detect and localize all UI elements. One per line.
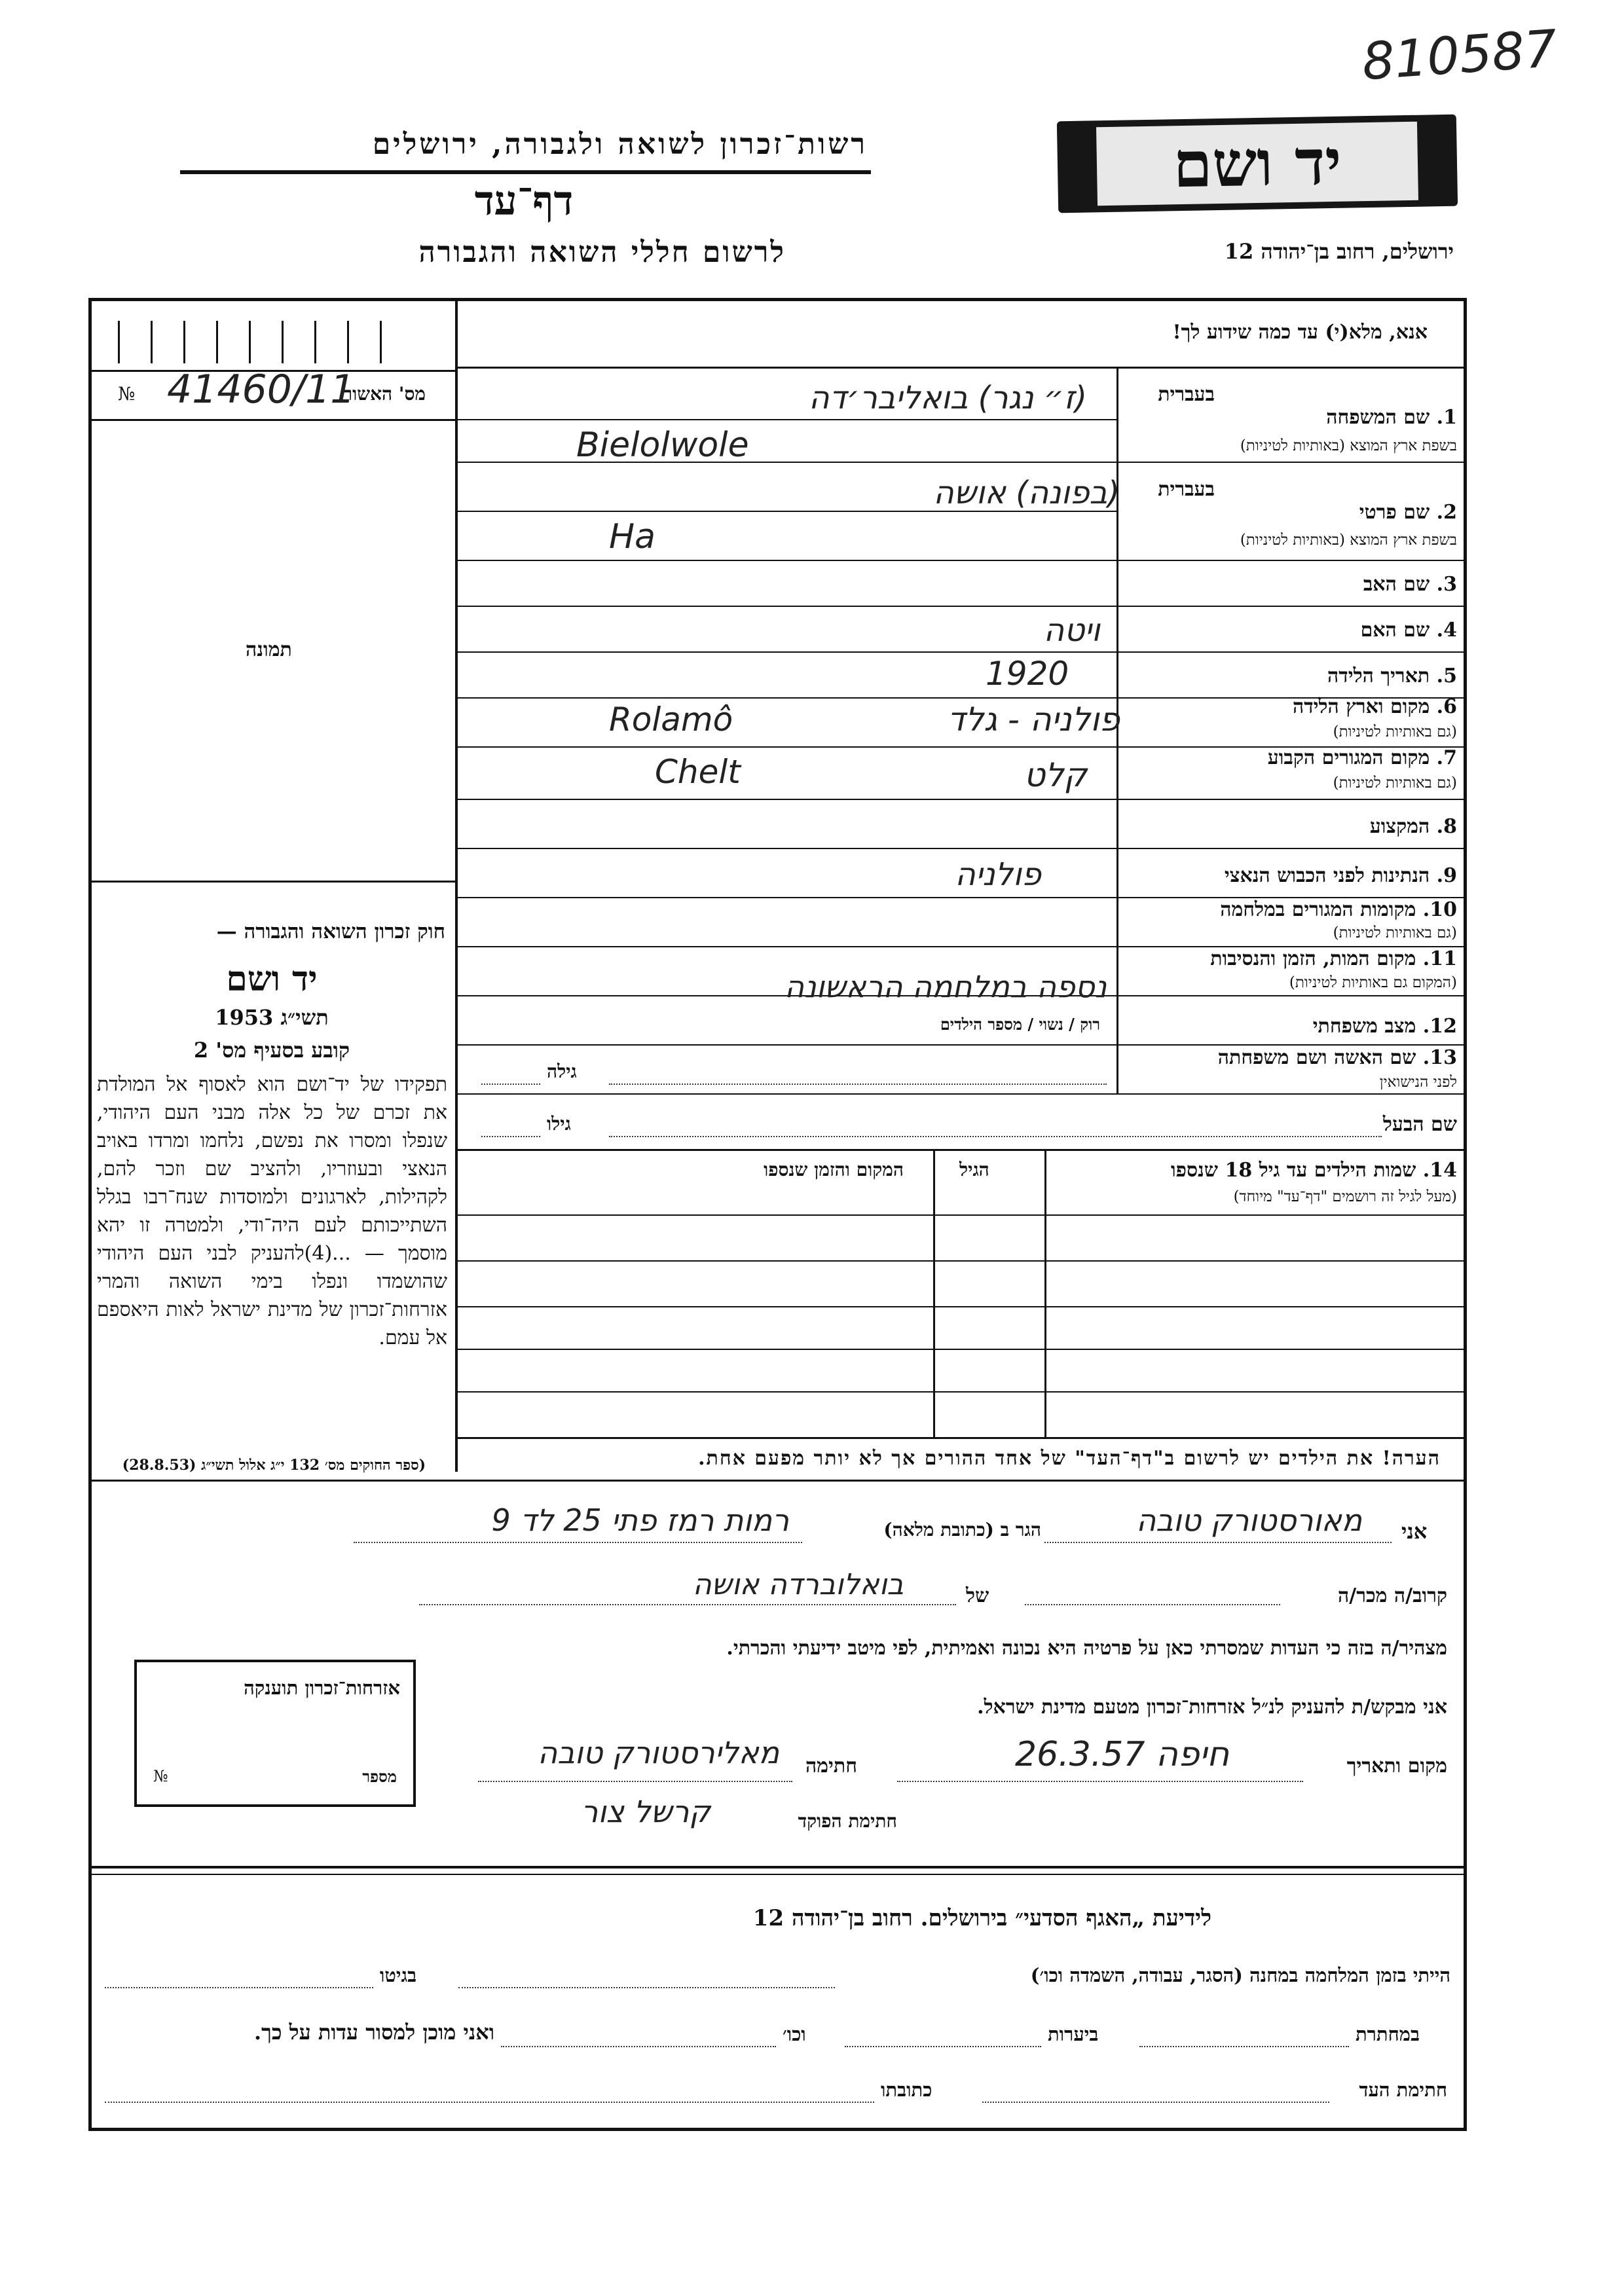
wife-name-label: 13. שם האשה ושם משפחתה [1217, 1046, 1457, 1069]
instruction-rule [455, 367, 1465, 369]
authority-title: רשות־זכרון לשואה ולגבורה, ירושלים [372, 128, 868, 161]
family-name-hebrew: (ז״ נגר) בואליבר׳דה [809, 380, 1087, 416]
signature-value: מאלירסטורק טובה [538, 1735, 779, 1770]
row-rule [457, 651, 1466, 653]
profession-label: 8. המקצוע [1369, 815, 1457, 838]
logo-address: ירושלים, רחוב בן־יהודה 12 [1224, 239, 1454, 264]
authority-underline [180, 170, 871, 174]
wife-age-label: גילה [547, 1061, 577, 1082]
logo-text: יד ושם [1096, 122, 1418, 206]
footer-underground-line [1139, 2046, 1349, 2047]
footer-forests-line [845, 2046, 1041, 2047]
footer-ghetto-line [105, 1987, 373, 1988]
footer-camp-line [458, 1987, 835, 1988]
family-name-label: 1. שם המשפחה [1326, 406, 1457, 429]
footer-underground-label: במחתרת [1356, 2023, 1420, 2045]
of-label: של [966, 1584, 989, 1607]
footer-witness-signature-line [982, 2102, 1329, 2103]
children-row-rule [457, 1260, 1466, 1262]
footer-top-rule-2 [92, 1874, 1467, 1875]
birthplace-hebrew: פולניה - גלד [947, 701, 1120, 738]
row-rule [457, 799, 1466, 800]
footer-ghetto-label: בגיטו [380, 1964, 417, 1986]
wife-name-line [609, 1084, 1107, 1085]
declarant-name: מאורסטורק טובה [1136, 1503, 1362, 1538]
registration-label: מס' האשור [343, 383, 426, 405]
instruction: אנא, מלא(י) עד כמה שידוע לך! [1172, 321, 1428, 344]
relative-line [1025, 1604, 1280, 1605]
signature-line [478, 1781, 792, 1782]
children-top-rule [457, 1149, 1466, 1151]
law-clause: קובע בסעיף מס' 2 [193, 1038, 350, 1063]
declarant-address: רמות רמז פתי 25 לד 9 [491, 1503, 789, 1538]
hebrew-label-2: בעברית [1158, 478, 1215, 501]
footer-forests-label: ביערות [1048, 2023, 1099, 2045]
birthplace-sublabel: (גם באותיות לטיניות) [1333, 723, 1457, 740]
marital-status-label: 12. מצב משפחתי [1312, 1015, 1457, 1038]
citizenship-box-no-sign: № [153, 1767, 168, 1785]
residence-latin: Chelt [655, 753, 741, 791]
citizenship-box-no-label: מספר [362, 1767, 397, 1786]
first-name-hebrew: (בפונה) אושה [933, 475, 1120, 511]
wartime-residence-label: 10. מקומות המגורים במלחמה [1220, 898, 1457, 921]
footer-address-line [105, 2102, 874, 2103]
children-sublabel: (מעל לגיל זה רושמים "דף־עד" מיוחד) [1233, 1188, 1457, 1205]
officer-signature: קרשל צור [581, 1794, 710, 1829]
footer-testimony-label: ואני מוכן למסור עדות על כך. [253, 2020, 494, 2045]
law-source: (ספר החוקים מס׳ 132 י״ג אלול תשי״ג (28.8.53) [122, 1457, 426, 1474]
husband-age-label: גילו [547, 1113, 571, 1135]
citizenship-request: אני מבקש/ת להעניק לנ״ל אזרחות־זכרון מטעם מדינת ישראל. [977, 1696, 1447, 1719]
place-date-line [897, 1781, 1303, 1782]
husband-name-line [609, 1136, 1382, 1137]
registration-number: 41460/11 [167, 367, 356, 412]
birthplace-label: 6. מקום וארץ הלידה [1292, 695, 1457, 718]
nationality-value: פולניה [955, 856, 1041, 893]
place-date-value: חיפה 26.3.57 [1015, 1735, 1230, 1774]
residence-label: 7. מקום המגורים הקבוע [1267, 746, 1457, 769]
birthplace-latin: Rolamô [609, 701, 733, 738]
truth-statement: מצהיר/ה בזה כי העדות שמסרתי כאן על פרטיה היא נכונה ואמיתית, לפי מיטב ידיעתי והכרתי. [726, 1637, 1447, 1660]
footer-title: לידיעת „האגף הסדעי״ בירושלים. רחוב בן־יהודה 12 [752, 1905, 1211, 1931]
relative-of-line [419, 1604, 956, 1605]
document-number: 810587 [1360, 19, 1559, 92]
birth-date-label: 5. תאריך הלידה [1327, 665, 1457, 687]
barcode-ticks [98, 321, 426, 363]
form-subtitle: לרשום חללי השואה והגבורה [418, 236, 786, 269]
first-name-label: 2. שם פרטי [1359, 501, 1457, 524]
row-rule [457, 848, 1466, 849]
death-place-label: 11. מקום המות, הזמן והנסיבות [1210, 947, 1457, 970]
wife-age-line [481, 1084, 540, 1085]
husband-age-line [481, 1136, 540, 1137]
citizenship-box-title: אזרחות־זכרון תוענקה [244, 1677, 400, 1699]
row-rule [457, 1093, 1466, 1095]
law-name: יד ושם [226, 959, 318, 999]
mother-name-label: 4. שם האם [1360, 619, 1457, 642]
children-bottom-rule [457, 1437, 1466, 1439]
children-col-divider [933, 1149, 935, 1437]
row-inner-rule [457, 419, 1118, 420]
registration-rule [92, 419, 455, 421]
children-row-rule [457, 1306, 1466, 1307]
residence-hebrew: קלט [1024, 756, 1087, 794]
i-label: אני [1401, 1519, 1428, 1544]
marital-options: רוק / נשוי / מספר הילדים [940, 1015, 1100, 1034]
declarant-name-line [1044, 1542, 1392, 1543]
row-rule [457, 606, 1466, 607]
wartime-residence-sublabel: (גם באותיות לטיניות) [1333, 924, 1457, 941]
residence-sublabel: (גם באותיות לטיניות) [1333, 774, 1457, 792]
row-rule [457, 560, 1466, 561]
husband-name-label: שם הבעל [1382, 1113, 1457, 1136]
children-col-divider [1044, 1149, 1046, 1437]
photo-label: תמונה [246, 638, 292, 661]
birth-date-value: 1920 [986, 655, 1069, 693]
children-label: 14. שמות הילדים עד גיל 18 שנספו [1170, 1159, 1457, 1182]
mother-name-value: ויטה [1043, 612, 1100, 649]
law-body: תפקידו של יד־ושם הוא לאסוף אל המולדת את זכרם של כל אלה מבני העם היהודי, שנפלו ומסרו את נפשם, נלחמו ומרדו באויב הנאצי ובעוזריו, ולהציב שם וזכר להם, לקהילות, לארגונים ולמוסדות שנח־רבו בגלל השתייכותם לעם היה־ודי, ולמטרה זו יהא מוסמך — ...(4)להעניק לבני העם היהודי שהושמדו ונפלו בימי השואה והמרי אזרחות־זכרון של מדינת ישראל לאות היאספם אל עמם. [97, 1073, 448, 1349]
photo-bottom-rule [92, 881, 455, 883]
footer-etc-line [501, 2046, 776, 2047]
footer-witness-signature-label: חתימת העד [1359, 2079, 1447, 2101]
hebrew-label-1: בעברית [1158, 383, 1215, 406]
footer-top-rule [92, 1866, 1467, 1868]
form-title: דף־עד [474, 177, 574, 225]
father-name-label: 3. שם האב [1363, 573, 1457, 596]
footer-address-label: כתובתו [881, 2079, 932, 2101]
registration-number-sign: № [118, 383, 136, 405]
signature-label: חתימה [805, 1755, 857, 1777]
place-date-label: מקום ותאריך [1346, 1755, 1447, 1777]
family-name-sublabel: בשפת ארץ המוצא (באותיות לטיניות) [1240, 437, 1457, 454]
citizenship-box [134, 1660, 416, 1807]
first-name-latin: Ha [609, 517, 655, 556]
nationality-label: 9. הנתינות לפני הכבוש הנאצי [1224, 864, 1457, 887]
note-bottom-rule [92, 1480, 1467, 1482]
death-place-value: נספה במלחמה הראשונה [784, 969, 1107, 1004]
declarant-address-line [354, 1542, 802, 1543]
footer-etc-label: וכו׳ [783, 2023, 806, 2045]
children-place-header: המקום והזמן שנספו [764, 1159, 904, 1180]
officer-label: חתימת הפוקד [798, 1810, 897, 1832]
children-age-header: הגיל [959, 1159, 989, 1180]
law-title: חוק זכרון השואה והגבורה — [216, 920, 445, 943]
children-note: הערה! את הילדים יש לרשום ב"דף־העד" של אחד ההורים אך לא יותר מפעם אחת. [698, 1447, 1441, 1470]
wife-name-sublabel: לפני הנישואין [1379, 1074, 1457, 1091]
footer-camp-label: הייתי בזמן המלחמה במחנה (הסגר, עבודה, השמדה וכו׳) [1030, 1964, 1450, 1986]
children-row-rule [457, 1391, 1466, 1393]
death-place-sublabel: (המקום גם באותיות לטיניות) [1289, 974, 1457, 991]
row-rule [457, 1044, 1466, 1046]
family-name-latin: Bielolwole [576, 426, 749, 465]
resident-label: הגר ב (כתובת מלאה) [883, 1519, 1041, 1540]
law-year: תשי״ג 1953 [215, 1005, 329, 1030]
children-row-rule [457, 1349, 1466, 1350]
children-row-rule [457, 1214, 1466, 1216]
yad-vashem-logo [1057, 115, 1458, 213]
relative-of-value: בואלוברדה אושה [692, 1568, 904, 1601]
relative-label: קרוב/ה מכר/ה [1338, 1584, 1447, 1607]
first-name-sublabel: בשפת ארץ המוצא (באותיות לטיניות) [1240, 532, 1457, 549]
sidebar-divider [455, 300, 458, 1472]
